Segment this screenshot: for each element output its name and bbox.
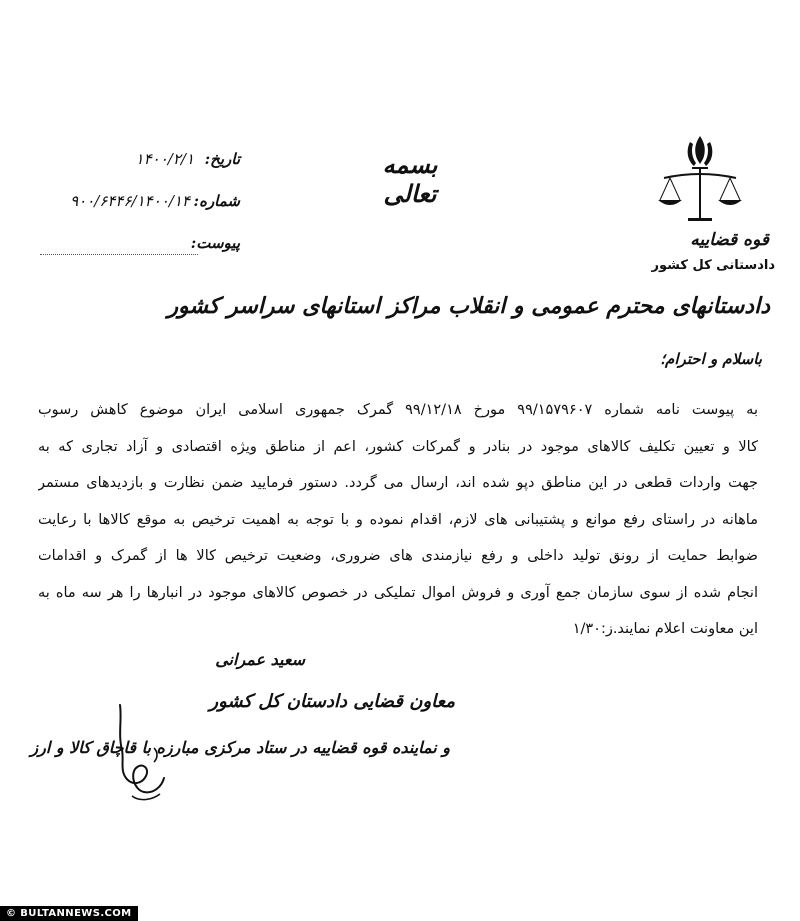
recipient-line: دادستانهای محترم عمومی و انقلاب مراکز استانهای سراسر کشور xyxy=(167,293,770,319)
letter-body xyxy=(38,398,758,654)
news-watermark: © BULTANNEWS.COM xyxy=(0,906,138,921)
org-subtitle: دادستانی کل کشور xyxy=(651,258,775,273)
number-value: ۹۰۰/۶۴۴۶/۱۴۰۰/۱۴ xyxy=(70,192,190,210)
number-label: شماره: xyxy=(193,192,240,210)
body-line: کالا و تعیین تکلیف کالاهای موجود در بنادر و گمرکات کشور، اعم از مناطق ویژه اقتصادی و آزاد تجاری که به xyxy=(38,438,758,455)
signatory-role: و نماینده قوه قضاییه در ستاد مرکزی مبارزه با قاچاق کالا و ارز xyxy=(30,738,450,757)
body-line: جهت واردات قطعی در این مناطق دپو شده اند، ارسال می گردد. دستور فرمایید ضمن نظارت و بازدیدهای مستمر xyxy=(38,475,758,491)
date-row xyxy=(40,150,240,174)
attachment-dotted-line xyxy=(40,254,198,255)
signatory-title: معاون قضایی دادستان کل کشور xyxy=(209,691,455,712)
judiciary-emblem xyxy=(625,130,775,280)
attachment-row xyxy=(40,234,240,258)
body-line: ضوابط حمایت از رونق تولید داخلی و رفع نیازمندی های ضروری، وضعیت ترخیص کالا ها از گمرک و اقدامات xyxy=(38,548,758,564)
number-row xyxy=(40,192,240,216)
date-value: ۱۴۰۰/۲/۱ xyxy=(135,150,194,168)
attachment-label: پیوست: xyxy=(190,234,240,252)
greeting: باسلام و احترام؛ xyxy=(660,350,762,368)
body-line: انجام شده از سوی سازمان جمع آوری و فروش اموال تملیکی در خصوص کالاهای موجود در انبارها را هر سه ماه به xyxy=(38,584,758,601)
signatory-name: سعید عمرانی xyxy=(215,650,305,669)
body-line: به پیوست نامه شماره ۹۹/۱۵۷۹۶۰۷ مورخ ۹۹/۱۲/۱۸ گمرک جمهوری اسلامی ایران موضوع کاهش رسوب xyxy=(38,402,758,418)
header-inscription: بسمه تعالی xyxy=(382,150,438,208)
body-line: این معاونت اعلام نمایند.ز:۱/۳۰ xyxy=(572,621,758,637)
date-label: تاریخ: xyxy=(204,150,240,168)
handwritten-signature-icon xyxy=(112,700,172,810)
letter-meta xyxy=(40,150,240,276)
body-line: ماهانه در راستای رفع موانع و پشتیبانی های لازم، اقدام نموده و با توجه به اهمیت ترخیص به موقع کالاها با رعایت xyxy=(38,511,758,528)
org-name: قوه قضاییه xyxy=(690,230,769,250)
judiciary-emblem-icon xyxy=(650,130,750,230)
